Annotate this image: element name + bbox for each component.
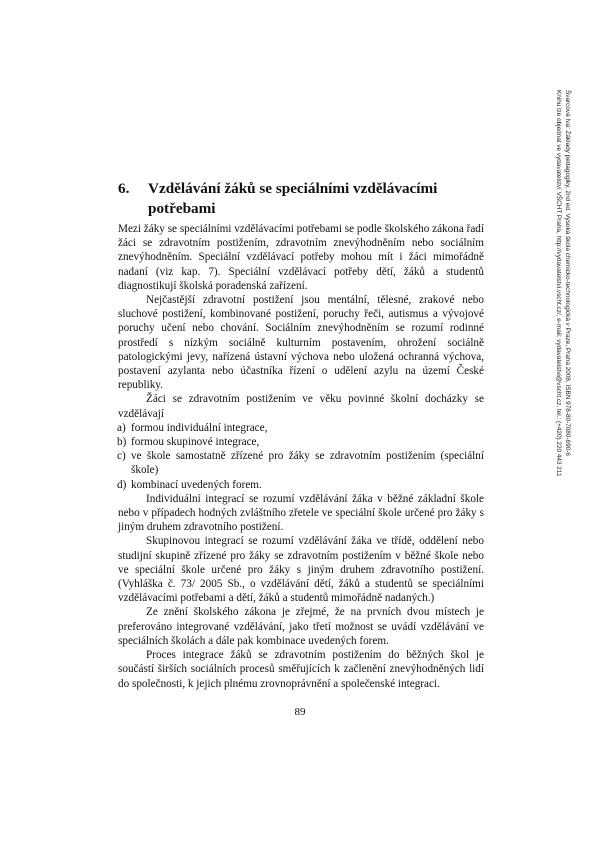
paragraph: Nejčastější zdravotní postižení jsou mentální, tělesné, zrakové nebo sluchové postižení, kombinované postižení, poruchy řeči, autismus a vývojové poruchy učení nebo chování. Sociálním znevýhodněním se rozumí rodinné prostředí s nízkým sociálně kulturním postavením, ohrožení sociálně patologickými jevy, nařízená ústavní výchova nebo uložená ochranná výchova, postavení azylanta nebo účastníka řízení o udělení azylu na území České republiky.	[118, 294, 484, 392]
list-item-text: formou skupinové integrace,	[131, 436, 260, 449]
list-marker: a)	[117, 421, 126, 434]
paragraph: Proces integrace žáků se zdravotním postižením do běžných škol je součástí širších sociálních procesů směřujících k začlenění znevýhodněných lidí do společnosti, k jejich plnému zrovnoprávnění a společenské integraci.	[118, 649, 484, 690]
list-item	[118, 449, 484, 477]
list-marker: d)	[117, 478, 127, 491]
paragraph: Individuální integrací se rozumí vzdělávání žáka v běžné základní škole nebo v případech hodných zvláštního zřetele ve speciální škole určené pro žáky s jiným druhem zdravotního postižení.	[118, 492, 484, 534]
side-citation-note	[554, 90, 571, 477]
citation-line: Švarcová Iva: Základy pedagogiky, 2nd ed. Vysoká škola chemicko-technologická v Praze, Praha 2008, ISBN 978-80-7080-690-6	[564, 90, 571, 456]
integration-forms-list	[118, 421, 484, 492]
chapter-title: Vzdělávání žáků se speciálními vzdělávacími potřebami	[148, 180, 438, 217]
chapter-heading	[118, 179, 488, 219]
paragraph: Skupinovou integrací se rozumí vzdělávání žáka ve třídě, oddělení nebo studijní skupině zřízené pro žáky se zdravotním postižením v běžné škole nebo ve speciální škole určené pro žáky s jiným druhem zdravotního postižení. (Vyhláška č. 73/ 2005 Sb., o vzdělávání dětí, žáků a studentů se speciálními vzdělávacími potřebami a dětí, žáků a studentů mimořádně nadaných.)	[118, 535, 484, 605]
body-text	[118, 222, 484, 691]
list-item-text: kombinací uvedených forem.	[131, 478, 262, 491]
list-marker: b)	[117, 436, 127, 449]
list-marker: c)	[117, 450, 126, 463]
paragraph: Žáci se zdravotním postižením ve věku povinné školní docházky se vzdělávají	[118, 393, 484, 420]
order-info-line: Knihu lze objednat ve vydavatelství VŠCHT Praha, http://vydavatelstvi.vscht.cz/, e-mail: vydavatelstvi@vscht.cz, tel.: (+420) 220 443 211	[555, 90, 563, 477]
list-item-text: ve škole samostatně zřízené pro žáky se zdravotním postižením (speciální škole)	[131, 450, 484, 477]
list-item-text: formou individuální integrace,	[131, 421, 268, 434]
paragraph: Ze znění školského zákona je zřejmé, že na prvních dvou místech je preferováno integrované vzdělávání, jako třetí možnost se uvádí vzdělávání ve speciálních školách a dále pak kombinace uvedených forem.	[118, 606, 484, 647]
list-item	[118, 421, 484, 435]
paragraph: Mezi žáky se speciálními vzdělávacími potřebami se podle školského zákona řadí žáci se zdravotním postižením, zdravotním znevýhodněním nebo sociálním znevýhodněním. Speciální vzdělávací potřeby mohou mít i žáci mimořádně nadaní (viz kap. 7). Speciální vzdělávací potřeby dětí, žáků a studentů diagnostikují školská poradenská zařízení.	[118, 223, 484, 292]
page-number: 89	[294, 706, 306, 718]
list-item	[118, 478, 484, 492]
chapter-number: 6.	[118, 180, 130, 197]
list-item	[118, 435, 484, 449]
